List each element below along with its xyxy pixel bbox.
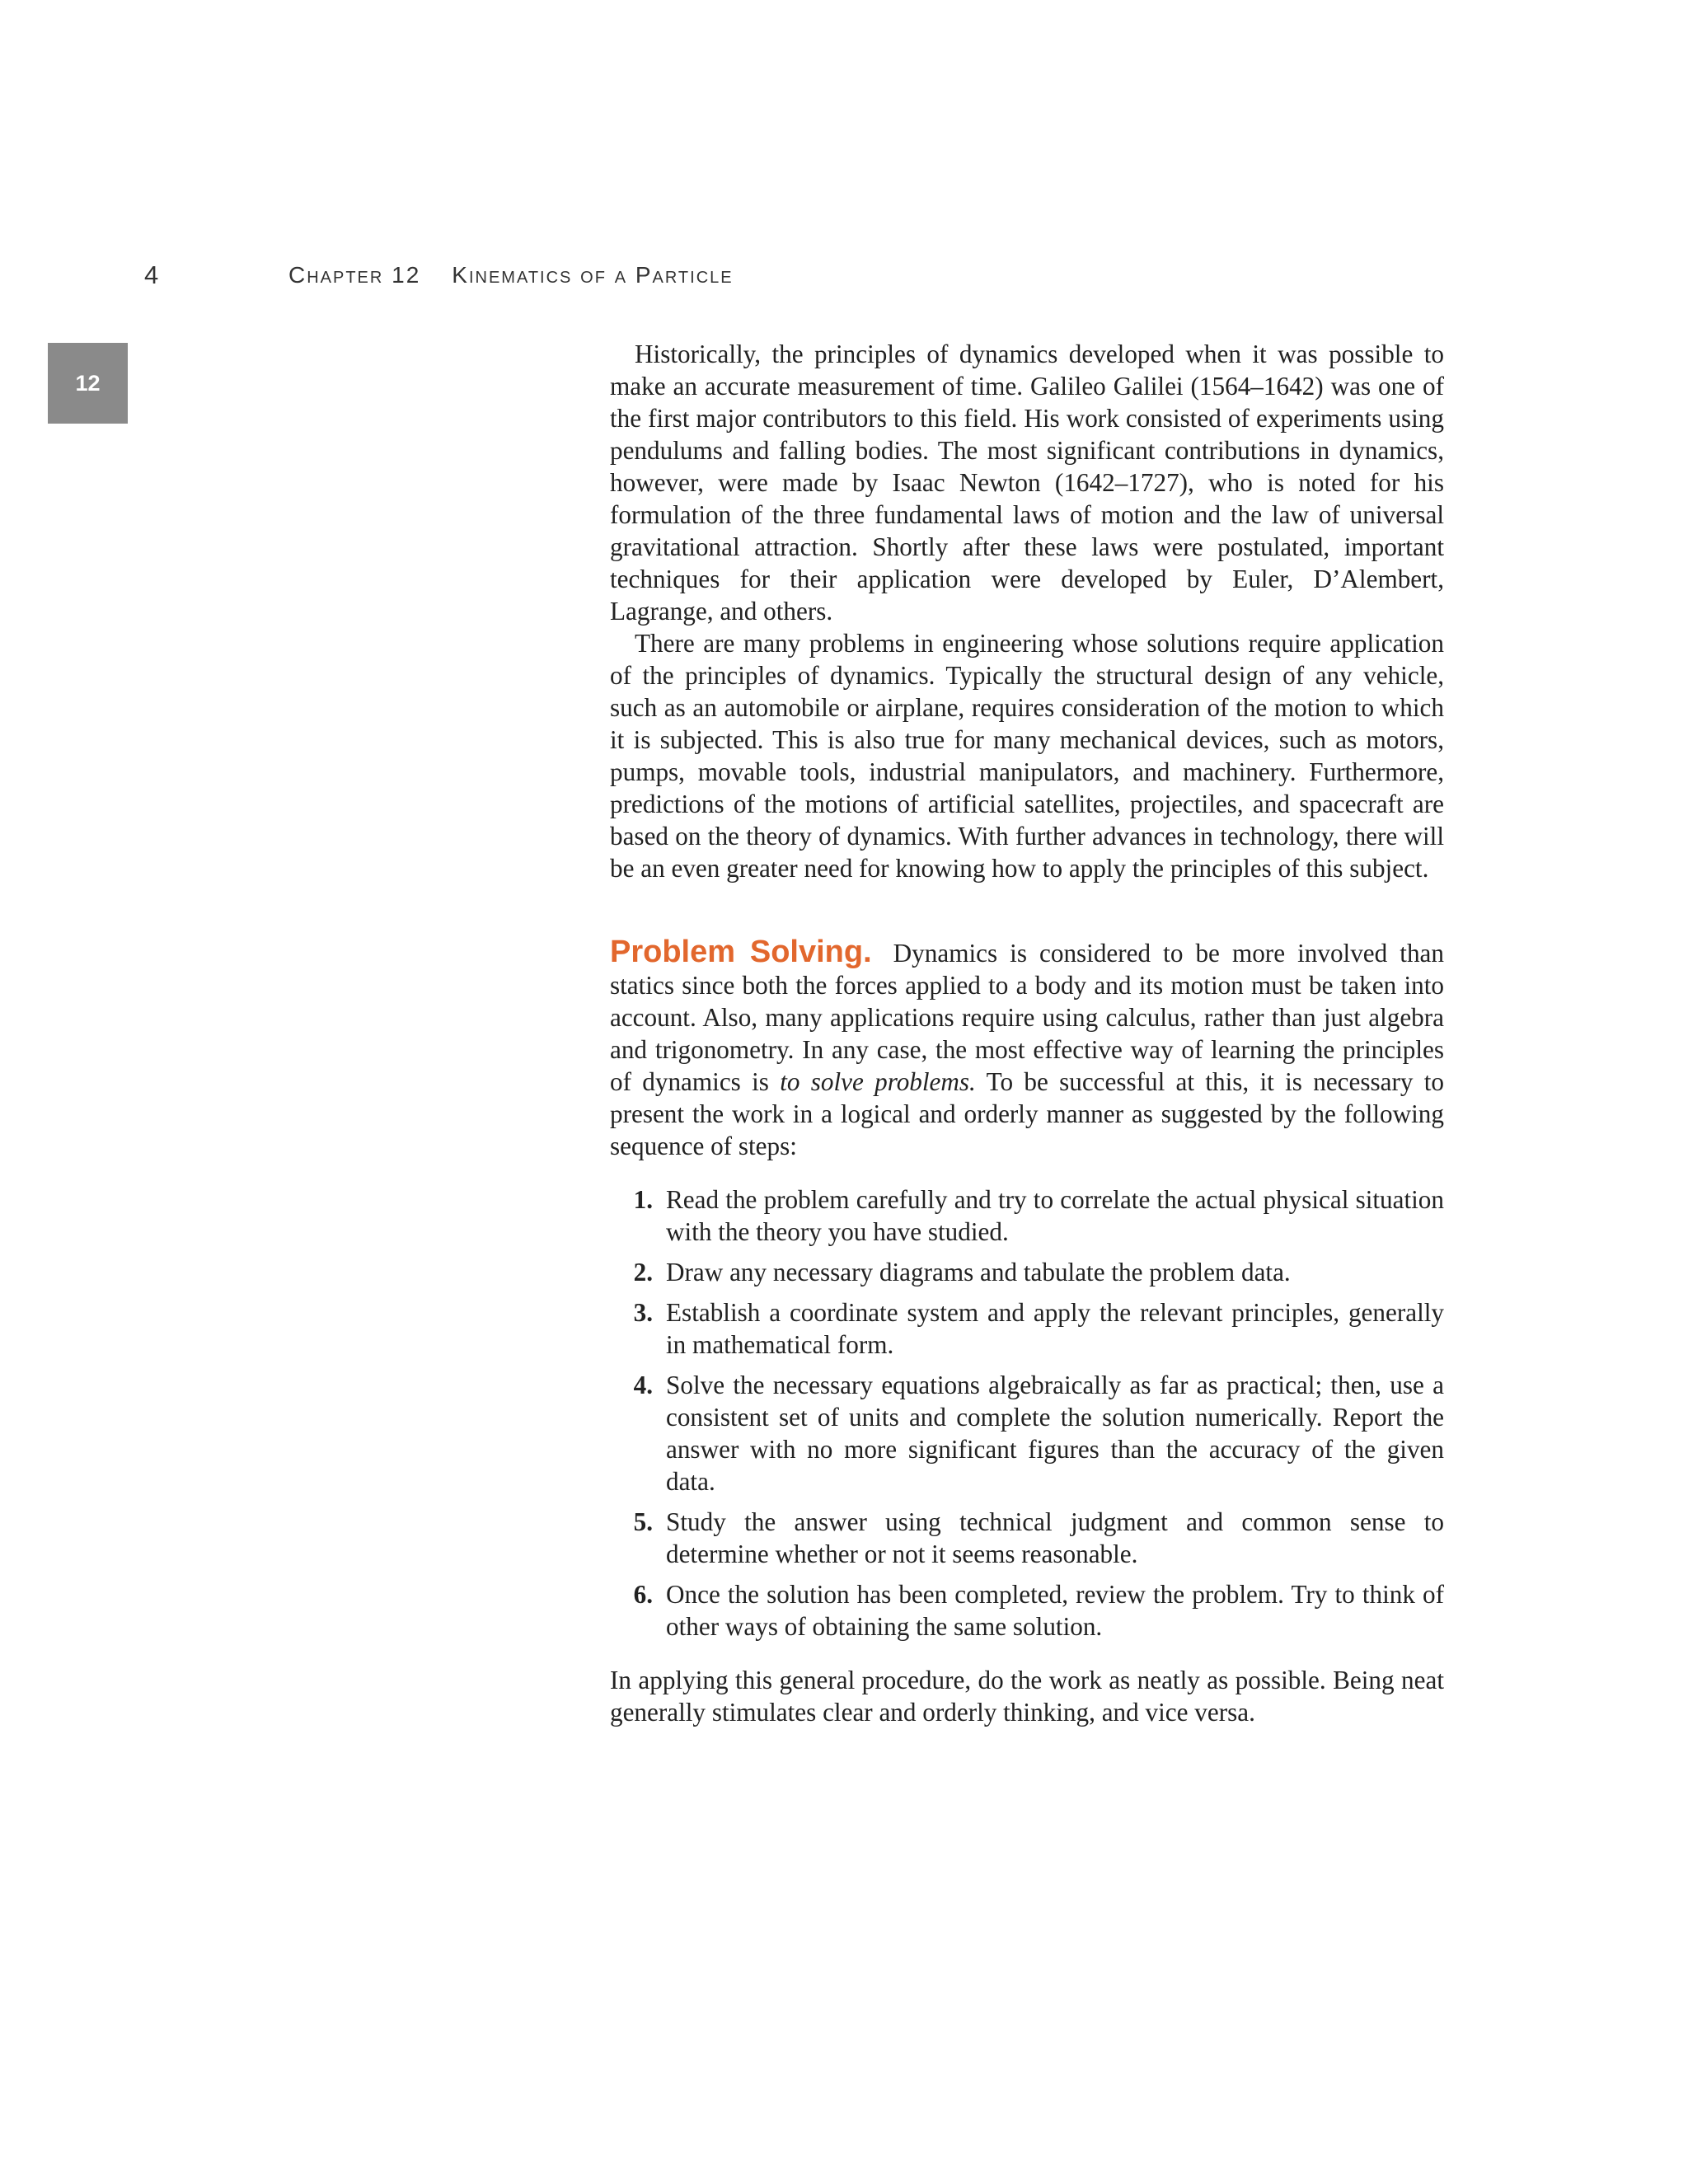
step-number: 1.: [633, 1185, 653, 1214]
paragraph-closing: In applying this general procedure, do the work as neatly as possible. Being neat generally stimulates clear and orderly thinking, and vice versa.: [610, 1666, 1444, 1727]
step-text: Study the answer using technical judgment and common sense to determine whether or not it seems reasonable.: [666, 1507, 1444, 1568]
step-number: 3.: [633, 1298, 653, 1327]
list-item: [610, 1578, 1444, 1643]
steps-list: [610, 1183, 1444, 1643]
section-heading: Problem Solving.: [610, 935, 872, 969]
step-number: 2.: [633, 1258, 653, 1286]
step-text: Solve the necessary equations algebraically as far as practical; then, use a consistent set of units and complete the solution numerically. Report the answer with no more significant figures than the accuracy of the given data.: [666, 1371, 1444, 1496]
paragraph-problem-solving: [610, 936, 1444, 1162]
step-number: 6.: [633, 1580, 653, 1609]
paragraph-history: Historically, the principles of dynamics developed when it was possible to make an accurate measurement of time. Galileo Galilei (1564–1642) was one of the first major contributors to this field. His work consisted of experiments using pendulums and falling bodies. The most significant contributions in dynamics, however, were made by Isaac Newton (1642–1727), who is noted for his formulation of the three fundamental laws of motion and the law of universal gravitational attraction. Shortly after these laws were postulated, important techniques for their application were developed by Euler, D’Alembert, Lagrange, and others.: [610, 340, 1444, 626]
list-item: [610, 1296, 1444, 1361]
chapter-label: Chapter 12: [288, 262, 421, 288]
step-text: Once the solution has been completed, review the problem. Try to think of other ways of obtaining the same solution.: [666, 1580, 1444, 1641]
step-text: Read the problem carefully and try to correlate the actual physical situation with the theory you have studied.: [666, 1185, 1444, 1246]
problem-solving-text-2: To be successful at this, it is necessary to present the work in a logical and orderly manner as suggested by the following sequence of steps:: [610, 1067, 1444, 1160]
list-item: [610, 1369, 1444, 1497]
list-item: [610, 1183, 1444, 1248]
step-text: Establish a coordinate system and apply the relevant principles, generally in mathematical form.: [666, 1298, 1444, 1359]
running-head: [288, 262, 734, 288]
chapter-tab: [48, 343, 128, 424]
step-number: 4.: [633, 1371, 653, 1399]
step-text: Draw any necessary diagrams and tabulate the problem data.: [666, 1258, 1291, 1286]
list-item: [610, 1506, 1444, 1570]
text-column: [610, 338, 1444, 1728]
page-number: 4: [144, 260, 159, 289]
step-number: 5.: [633, 1507, 653, 1536]
list-item: [610, 1256, 1444, 1288]
problem-solving-emphasis: to solve problems.: [780, 1067, 976, 1096]
chapter-title: Kinematics of a Particle: [452, 262, 734, 288]
paragraph-applications: There are many problems in engineering whose solutions require application of the principles of dynamics. Typically the structural design of any vehicle, such as an automobile or airplane, requires consideration of the motion to which it is subjected. This is also true for many mechanical devices, such as motors, pumps, movable tools, industrial manipulators, and machinery. Furthermore, predictions of the motions of artificial satellites, projectiles, and spacecraft are based on the theory of dynamics. With further advances in technology, there will be an even greater need for knowing how to apply the principles of this subject.: [610, 629, 1444, 883]
chapter-tab-label: 12: [75, 370, 101, 396]
problem-solving-text-1: Dynamics is considered to be more involved than statics since both the forces applied to a body and its motion must be taken into account. Also, many applications require using calculus, rather than just algebra and trigonometry. In any case, the most effective way of learning the principles of dynamics is: [610, 939, 1444, 1096]
